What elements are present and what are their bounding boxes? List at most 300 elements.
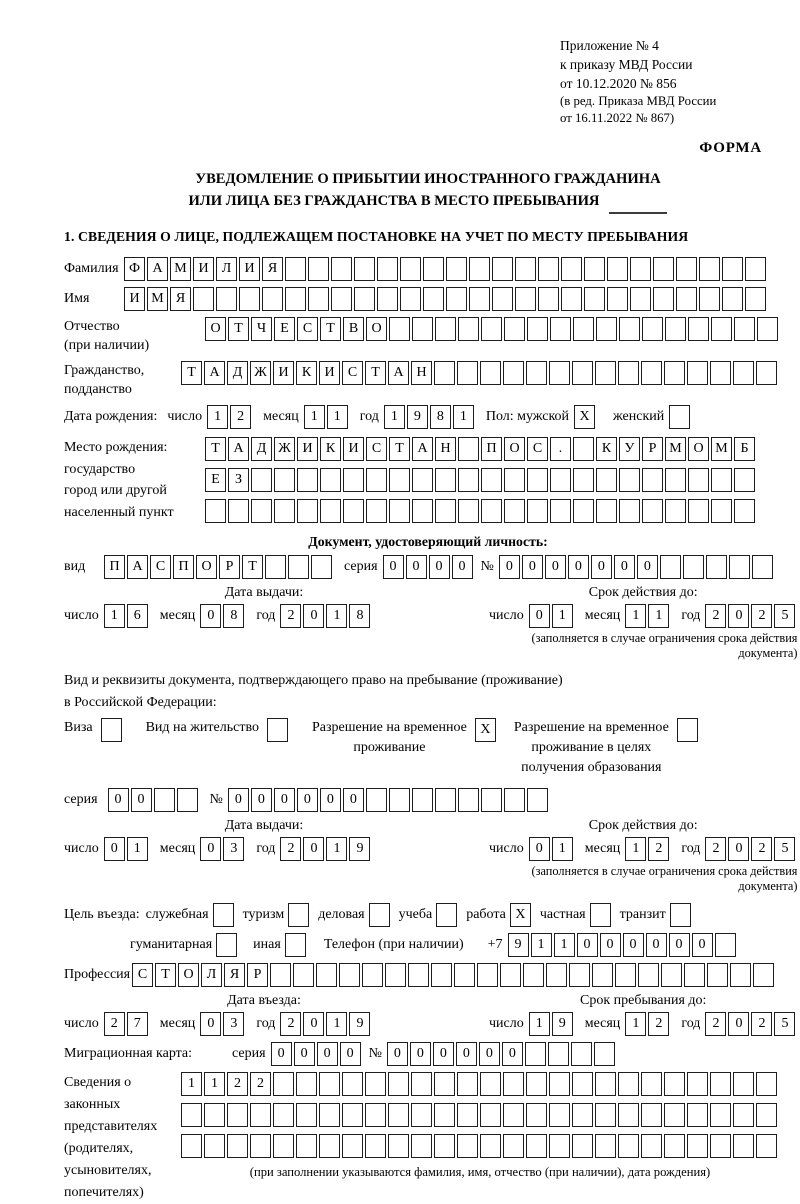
char-box[interactable]: [308, 287, 329, 311]
char-box[interactable]: 2: [648, 837, 669, 861]
char-box[interactable]: [615, 963, 636, 987]
char-box[interactable]: [756, 1072, 777, 1096]
birth-place-grid-row1[interactable]: [205, 437, 757, 461]
char-box[interactable]: [561, 287, 582, 311]
char-box[interactable]: [481, 788, 502, 812]
char-box[interactable]: [503, 361, 524, 385]
doc-number-grid[interactable]: [499, 555, 775, 579]
char-box[interactable]: [684, 963, 705, 987]
char-box[interactable]: 9: [349, 1012, 370, 1036]
entry-year-grid[interactable]: [280, 1012, 372, 1036]
char-box[interactable]: [561, 257, 582, 281]
char-box[interactable]: [592, 963, 613, 987]
char-box[interactable]: 8: [223, 604, 244, 628]
birth-place-grid-row2[interactable]: [205, 468, 757, 492]
char-box[interactable]: [733, 361, 754, 385]
char-box[interactable]: [193, 287, 214, 311]
char-box[interactable]: [458, 788, 479, 812]
char-box[interactable]: 0: [433, 1042, 454, 1066]
char-box[interactable]: В: [343, 317, 364, 341]
char-box[interactable]: 0: [728, 1012, 749, 1036]
char-box[interactable]: [538, 257, 559, 281]
char-box[interactable]: [285, 257, 306, 281]
char-box[interactable]: [288, 555, 309, 579]
char-box[interactable]: [549, 1134, 570, 1158]
char-box[interactable]: [431, 963, 452, 987]
char-box[interactable]: [549, 1072, 570, 1096]
char-box[interactable]: [572, 1134, 593, 1158]
purpose-transit-checkbox[interactable]: [670, 903, 693, 927]
char-box[interactable]: И: [319, 361, 340, 385]
char-box[interactable]: 1: [204, 1072, 225, 1096]
char-box[interactable]: 0: [294, 1042, 315, 1066]
char-box[interactable]: А: [412, 437, 433, 461]
char-box[interactable]: [688, 468, 709, 492]
char-box[interactable]: [296, 1072, 317, 1096]
char-box[interactable]: 1: [181, 1072, 202, 1096]
char-box[interactable]: К: [320, 437, 341, 461]
char-box[interactable]: [458, 468, 479, 492]
char-box[interactable]: 0: [529, 604, 550, 628]
char-box[interactable]: [262, 287, 283, 311]
char-box[interactable]: Т: [389, 437, 410, 461]
char-box[interactable]: 2: [751, 604, 772, 628]
char-box[interactable]: [526, 1103, 547, 1127]
char-box[interactable]: [756, 1134, 777, 1158]
char-box[interactable]: 1: [326, 1012, 347, 1036]
char-box[interactable]: [434, 1072, 455, 1096]
char-box[interactable]: А: [127, 555, 148, 579]
char-box[interactable]: [469, 287, 490, 311]
char-box[interactable]: 0: [568, 555, 589, 579]
char-box[interactable]: Л: [216, 257, 237, 281]
char-box[interactable]: 0: [387, 1042, 408, 1066]
char-box[interactable]: [251, 499, 272, 523]
char-box[interactable]: 0: [343, 788, 364, 812]
char-box[interactable]: [423, 287, 444, 311]
char-box[interactable]: 3: [223, 1012, 244, 1036]
char-box[interactable]: [204, 1134, 225, 1158]
patronymic-grid[interactable]: [205, 317, 780, 341]
residence-issue-month-grid[interactable]: [200, 837, 246, 861]
char-box[interactable]: [619, 468, 640, 492]
char-box[interactable]: [362, 963, 383, 987]
char-box[interactable]: 1: [554, 933, 575, 957]
char-box[interactable]: [710, 1134, 731, 1158]
char-box[interactable]: 3: [223, 837, 244, 861]
char-box[interactable]: [707, 963, 728, 987]
char-box[interactable]: К: [596, 437, 617, 461]
char-box[interactable]: [265, 555, 286, 579]
char-box[interactable]: М: [147, 287, 168, 311]
char-box[interactable]: [642, 317, 663, 341]
char-box[interactable]: [756, 361, 777, 385]
char-box[interactable]: 0: [545, 555, 566, 579]
char-box[interactable]: Л: [201, 963, 222, 987]
char-box[interactable]: Т: [320, 317, 341, 341]
char-box[interactable]: [526, 1134, 547, 1158]
char-box[interactable]: [548, 1042, 569, 1066]
char-box[interactable]: 0: [131, 788, 152, 812]
issue-day-grid[interactable]: [104, 604, 150, 628]
char-box[interactable]: [331, 257, 352, 281]
char-box[interactable]: [590, 903, 611, 927]
char-box[interactable]: [710, 1103, 731, 1127]
char-box[interactable]: [664, 1072, 685, 1096]
char-box[interactable]: [525, 1042, 546, 1066]
issue-year-grid[interactable]: [280, 604, 372, 628]
char-box[interactable]: [550, 468, 571, 492]
char-box[interactable]: С: [366, 437, 387, 461]
char-box[interactable]: [715, 933, 736, 957]
char-box[interactable]: И: [193, 257, 214, 281]
char-box[interactable]: [154, 788, 175, 812]
char-box[interactable]: [239, 287, 260, 311]
residence-series-grid[interactable]: [108, 788, 200, 812]
char-box[interactable]: [343, 499, 364, 523]
char-box[interactable]: [500, 963, 521, 987]
char-box[interactable]: [573, 468, 594, 492]
char-box[interactable]: [711, 468, 732, 492]
mc-series-grid[interactable]: [271, 1042, 363, 1066]
char-box[interactable]: [343, 468, 364, 492]
char-box[interactable]: [753, 963, 774, 987]
char-box[interactable]: [481, 317, 502, 341]
char-box[interactable]: 0: [340, 1042, 361, 1066]
char-box[interactable]: 0: [479, 1042, 500, 1066]
char-box[interactable]: [584, 257, 605, 281]
char-box[interactable]: .: [550, 437, 571, 461]
char-box[interactable]: [339, 963, 360, 987]
char-box[interactable]: 9: [552, 1012, 573, 1036]
char-box[interactable]: З: [228, 468, 249, 492]
char-box[interactable]: [595, 361, 616, 385]
char-box[interactable]: Я: [262, 257, 283, 281]
char-box[interactable]: М: [711, 437, 732, 461]
char-box[interactable]: [492, 257, 513, 281]
char-box[interactable]: [584, 287, 605, 311]
char-box[interactable]: [385, 963, 406, 987]
char-box[interactable]: С: [527, 437, 548, 461]
char-box[interactable]: X: [574, 405, 595, 429]
char-box[interactable]: [411, 1103, 432, 1127]
char-box[interactable]: 0: [228, 788, 249, 812]
char-box[interactable]: [664, 1134, 685, 1158]
char-box[interactable]: [527, 468, 548, 492]
char-box[interactable]: [734, 317, 755, 341]
char-box[interactable]: [618, 361, 639, 385]
char-box[interactable]: 1: [552, 837, 573, 861]
char-box[interactable]: [618, 1072, 639, 1096]
char-box[interactable]: [503, 1103, 524, 1127]
char-box[interactable]: 1: [327, 405, 348, 429]
char-box[interactable]: [311, 555, 332, 579]
char-box[interactable]: 5: [774, 604, 795, 628]
char-box[interactable]: [296, 1134, 317, 1158]
char-box[interactable]: Ф: [124, 257, 145, 281]
char-box[interactable]: 0: [429, 555, 450, 579]
char-box[interactable]: [365, 1072, 386, 1096]
char-box[interactable]: [342, 1103, 363, 1127]
char-box[interactable]: [745, 257, 766, 281]
char-box[interactable]: 0: [456, 1042, 477, 1066]
char-box[interactable]: [369, 903, 390, 927]
char-box[interactable]: [660, 555, 681, 579]
char-box[interactable]: [572, 1072, 593, 1096]
representatives-grid-row3[interactable]: [181, 1134, 779, 1158]
char-box[interactable]: 1: [304, 405, 325, 429]
char-box[interactable]: А: [147, 257, 168, 281]
char-box[interactable]: [267, 718, 288, 742]
char-box[interactable]: 2: [104, 1012, 125, 1036]
char-box[interactable]: [227, 1134, 248, 1158]
birth-day-grid[interactable]: [207, 405, 253, 429]
char-box[interactable]: М: [665, 437, 686, 461]
char-box[interactable]: Д: [227, 361, 248, 385]
char-box[interactable]: 0: [320, 788, 341, 812]
char-box[interactable]: Я: [224, 963, 245, 987]
char-box[interactable]: [273, 1134, 294, 1158]
char-box[interactable]: 0: [200, 837, 221, 861]
char-box[interactable]: Р: [247, 963, 268, 987]
char-box[interactable]: [492, 287, 513, 311]
char-box[interactable]: [669, 405, 690, 429]
char-box[interactable]: [619, 317, 640, 341]
char-box[interactable]: [571, 1042, 592, 1066]
char-box[interactable]: 0: [271, 1042, 292, 1066]
char-box[interactable]: И: [343, 437, 364, 461]
char-box[interactable]: [664, 361, 685, 385]
char-box[interactable]: 0: [452, 555, 473, 579]
char-box[interactable]: 1: [453, 405, 474, 429]
char-box[interactable]: 8: [349, 604, 370, 628]
char-box[interactable]: [480, 361, 501, 385]
char-box[interactable]: 2: [250, 1072, 271, 1096]
char-box[interactable]: [320, 499, 341, 523]
residence-number-grid[interactable]: [228, 788, 550, 812]
char-box[interactable]: [573, 317, 594, 341]
char-box[interactable]: [687, 361, 708, 385]
char-box[interactable]: [436, 903, 457, 927]
char-box[interactable]: [730, 963, 751, 987]
char-box[interactable]: [504, 468, 525, 492]
char-box[interactable]: Р: [219, 555, 240, 579]
mc-number-grid[interactable]: [387, 1042, 617, 1066]
char-box[interactable]: [412, 317, 433, 341]
char-box[interactable]: [457, 1134, 478, 1158]
expiry-day-grid[interactable]: [529, 604, 575, 628]
char-box[interactable]: 0: [317, 1042, 338, 1066]
char-box[interactable]: [250, 1134, 271, 1158]
char-box[interactable]: 0: [406, 555, 427, 579]
sex-male-checkbox[interactable]: [574, 405, 597, 429]
char-box[interactable]: [213, 903, 234, 927]
char-box[interactable]: [729, 555, 750, 579]
char-box[interactable]: [687, 1134, 708, 1158]
char-box[interactable]: [434, 361, 455, 385]
purpose-work-checkbox[interactable]: [510, 903, 533, 927]
char-box[interactable]: Б: [734, 437, 755, 461]
char-box[interactable]: [388, 1103, 409, 1127]
profession-grid[interactable]: [132, 963, 776, 987]
char-box[interactable]: [481, 468, 502, 492]
char-box[interactable]: 2: [705, 604, 726, 628]
char-box[interactable]: Т: [205, 437, 226, 461]
char-box[interactable]: [504, 317, 525, 341]
char-box[interactable]: [354, 257, 375, 281]
char-box[interactable]: [752, 555, 773, 579]
char-box[interactable]: О: [688, 437, 709, 461]
char-box[interactable]: [527, 788, 548, 812]
char-box[interactable]: Е: [274, 317, 295, 341]
char-box[interactable]: 2: [648, 1012, 669, 1036]
given-name-grid[interactable]: [124, 287, 768, 311]
char-box[interactable]: [523, 963, 544, 987]
char-box[interactable]: [526, 361, 547, 385]
char-box[interactable]: [181, 1103, 202, 1127]
char-box[interactable]: 9: [508, 933, 529, 957]
char-box[interactable]: [342, 1072, 363, 1096]
char-box[interactable]: 0: [297, 788, 318, 812]
char-box[interactable]: [377, 287, 398, 311]
char-box[interactable]: [706, 555, 727, 579]
char-box[interactable]: К: [296, 361, 317, 385]
char-box[interactable]: [411, 1134, 432, 1158]
char-box[interactable]: 0: [303, 604, 324, 628]
char-box[interactable]: 0: [669, 933, 690, 957]
char-box[interactable]: 2: [705, 837, 726, 861]
char-box[interactable]: [177, 788, 198, 812]
char-box[interactable]: [687, 1072, 708, 1096]
char-box[interactable]: 0: [274, 788, 295, 812]
char-box[interactable]: [458, 317, 479, 341]
char-box[interactable]: [573, 499, 594, 523]
char-box[interactable]: [549, 1103, 570, 1127]
char-box[interactable]: 0: [104, 837, 125, 861]
char-box[interactable]: [296, 1103, 317, 1127]
char-box[interactable]: [458, 437, 479, 461]
char-box[interactable]: [308, 257, 329, 281]
char-box[interactable]: [618, 1103, 639, 1127]
char-box[interactable]: [273, 1103, 294, 1127]
char-box[interactable]: Я: [170, 287, 191, 311]
char-box[interactable]: О: [205, 317, 226, 341]
char-box[interactable]: [619, 499, 640, 523]
char-box[interactable]: [665, 499, 686, 523]
char-box[interactable]: 1: [529, 1012, 550, 1036]
char-box[interactable]: 1: [531, 933, 552, 957]
char-box[interactable]: [412, 468, 433, 492]
char-box[interactable]: П: [173, 555, 194, 579]
char-box[interactable]: [389, 499, 410, 523]
char-box[interactable]: [573, 437, 594, 461]
char-box[interactable]: 2: [280, 837, 301, 861]
char-box[interactable]: 0: [577, 933, 598, 957]
char-box[interactable]: [572, 1103, 593, 1127]
char-box[interactable]: [457, 1103, 478, 1127]
char-box[interactable]: И: [273, 361, 294, 385]
char-box[interactable]: П: [104, 555, 125, 579]
char-box[interactable]: П: [481, 437, 502, 461]
char-box[interactable]: [594, 1042, 615, 1066]
char-box[interactable]: [435, 788, 456, 812]
char-box[interactable]: [596, 499, 617, 523]
char-box[interactable]: С: [150, 555, 171, 579]
surname-grid[interactable]: [124, 257, 768, 281]
char-box[interactable]: 2: [705, 1012, 726, 1036]
char-box[interactable]: [204, 1103, 225, 1127]
char-box[interactable]: [676, 257, 697, 281]
char-box[interactable]: 5: [774, 837, 795, 861]
char-box[interactable]: 0: [383, 555, 404, 579]
char-box[interactable]: [527, 317, 548, 341]
purpose-private-checkbox[interactable]: [590, 903, 613, 927]
char-box[interactable]: [480, 1103, 501, 1127]
purpose-humanitarian-checkbox[interactable]: [216, 933, 239, 957]
char-box[interactable]: [546, 963, 567, 987]
char-box[interactable]: [469, 257, 490, 281]
char-box[interactable]: 0: [591, 555, 612, 579]
char-box[interactable]: Е: [205, 468, 226, 492]
char-box[interactable]: [480, 1072, 501, 1096]
char-box[interactable]: [756, 1103, 777, 1127]
char-box[interactable]: 2: [227, 1072, 248, 1096]
char-box[interactable]: [688, 499, 709, 523]
char-box[interactable]: [216, 287, 237, 311]
char-box[interactable]: 0: [303, 837, 324, 861]
char-box[interactable]: [377, 257, 398, 281]
char-box[interactable]: 0: [646, 933, 667, 957]
char-box[interactable]: 2: [751, 837, 772, 861]
char-box[interactable]: [435, 499, 456, 523]
char-box[interactable]: [366, 788, 387, 812]
char-box[interactable]: 1: [625, 604, 646, 628]
visa-checkbox[interactable]: [101, 718, 124, 742]
purpose-study-checkbox[interactable]: [436, 903, 459, 927]
char-box[interactable]: [365, 1134, 386, 1158]
char-box[interactable]: Н: [411, 361, 432, 385]
char-box[interactable]: [288, 903, 309, 927]
char-box[interactable]: О: [366, 317, 387, 341]
char-box[interactable]: [745, 287, 766, 311]
char-box[interactable]: [389, 317, 410, 341]
char-box[interactable]: 1: [625, 837, 646, 861]
char-box[interactable]: 0: [529, 837, 550, 861]
char-box[interactable]: 1: [326, 604, 347, 628]
char-box[interactable]: [400, 257, 421, 281]
char-box[interactable]: [434, 1134, 455, 1158]
char-box[interactable]: [227, 1103, 248, 1127]
char-box[interactable]: [733, 1072, 754, 1096]
char-box[interactable]: [285, 287, 306, 311]
char-box[interactable]: [550, 317, 571, 341]
char-box[interactable]: [400, 287, 421, 311]
char-box[interactable]: [273, 1072, 294, 1096]
residence-expiry-month-grid[interactable]: [625, 837, 671, 861]
char-box[interactable]: 0: [600, 933, 621, 957]
expiry-year-grid[interactable]: [705, 604, 797, 628]
char-box[interactable]: [733, 1134, 754, 1158]
char-box[interactable]: [228, 499, 249, 523]
purpose-business-checkbox[interactable]: [369, 903, 392, 927]
char-box[interactable]: 1: [127, 837, 148, 861]
char-box[interactable]: [320, 468, 341, 492]
phone-grid[interactable]: [508, 933, 738, 957]
char-box[interactable]: [641, 361, 662, 385]
char-box[interactable]: 1: [384, 405, 405, 429]
stay-day-grid[interactable]: [529, 1012, 575, 1036]
char-box[interactable]: [250, 1103, 271, 1127]
